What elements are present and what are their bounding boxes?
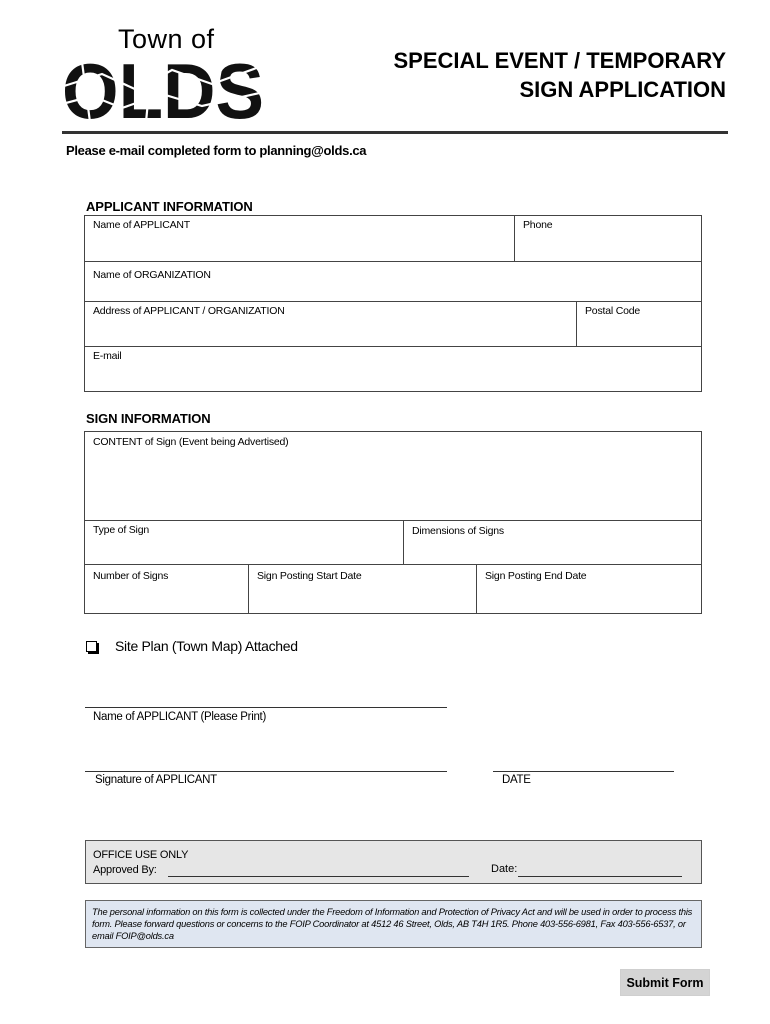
name-print-label: Name of APPLICANT (Please Print) bbox=[93, 711, 266, 723]
applicant-name-label: Name of APPLICANT bbox=[93, 219, 190, 231]
sign-content-label: CONTENT of Sign (Event being Advertised) bbox=[93, 436, 289, 448]
organization-label: Name of ORGANIZATION bbox=[93, 269, 211, 281]
form-title bbox=[394, 46, 727, 104]
signature-line[interactable] bbox=[85, 771, 447, 772]
olds-logo-text: OLDS bbox=[62, 56, 264, 124]
postal-code-label: Postal Code bbox=[585, 305, 641, 317]
signature-label: Signature of APPLICANT bbox=[95, 774, 217, 786]
phone-label: Phone bbox=[523, 219, 553, 231]
divider bbox=[84, 301, 702, 302]
email-label: E-mail bbox=[93, 350, 122, 362]
email-instructions: Please e-mail completed form to planning@olds.ca bbox=[66, 143, 367, 158]
posting-end-date-field[interactable] bbox=[477, 568, 701, 613]
divider bbox=[84, 261, 702, 262]
sign-dimensions-label: Dimensions of Signs bbox=[412, 525, 504, 537]
approved-by-label: Approved By: bbox=[93, 864, 157, 876]
form-title-line2: SIGN APPLICATION bbox=[519, 77, 726, 102]
date-line[interactable] bbox=[493, 771, 674, 772]
olds-logo bbox=[62, 56, 264, 124]
approved-by-line[interactable] bbox=[168, 876, 469, 877]
office-date-line[interactable] bbox=[518, 876, 682, 877]
number-of-signs-field[interactable] bbox=[85, 568, 248, 613]
sign-content-field[interactable] bbox=[85, 434, 701, 520]
divider bbox=[84, 346, 702, 347]
site-plan-row bbox=[86, 638, 298, 654]
sign-section-heading: SIGN INFORMATION bbox=[86, 411, 211, 426]
sign-type-label: Type of Sign bbox=[93, 524, 149, 536]
applicant-section-heading: APPLICANT INFORMATION bbox=[86, 199, 253, 214]
divider bbox=[84, 520, 702, 521]
applicant-name-field[interactable] bbox=[85, 217, 514, 261]
logo-town-of: Town of bbox=[118, 24, 215, 54]
submit-form-button[interactable]: Submit Form bbox=[620, 969, 710, 996]
name-print-line[interactable] bbox=[85, 707, 447, 708]
site-plan-checkbox[interactable] bbox=[86, 641, 97, 652]
office-use-text bbox=[93, 848, 188, 878]
form-title-line1: SPECIAL EVENT / TEMPORARY bbox=[393, 48, 726, 73]
sign-dimensions-field[interactable] bbox=[404, 523, 701, 564]
postal-code-field[interactable] bbox=[577, 303, 701, 346]
foip-notice: The personal information on this form is collected under the Freedom of Information and Protection of Privacy Act and will be used in order to process this form. Please forward questions or concerns to the FOIP Coordinator at 4512 46 Street, Olds, AB T4H 1R5. Phone 403-556-6981, Fax 403-556-6537, or email FOIP@olds.ca bbox=[92, 907, 693, 941]
phone-field[interactable] bbox=[515, 217, 701, 261]
header-divider bbox=[62, 131, 728, 134]
address-label: Address of APPLICANT / ORGANIZATION bbox=[93, 305, 285, 317]
office-use-heading: OFFICE USE ONLY bbox=[93, 849, 189, 861]
posting-start-date-label: Sign Posting Start Date bbox=[257, 570, 362, 582]
address-field[interactable] bbox=[85, 303, 576, 346]
date-label: DATE bbox=[502, 774, 531, 786]
divider bbox=[84, 564, 702, 565]
office-date-label: Date: bbox=[491, 863, 518, 875]
posting-end-date-label: Sign Posting End Date bbox=[485, 570, 587, 582]
sign-type-field[interactable] bbox=[85, 522, 403, 564]
email-field[interactable] bbox=[85, 348, 701, 391]
posting-start-date-field[interactable] bbox=[249, 568, 476, 613]
number-of-signs-label: Number of Signs bbox=[93, 570, 169, 582]
organization-field[interactable] bbox=[85, 267, 701, 301]
site-plan-label: Site Plan (Town Map) Attached bbox=[115, 638, 298, 654]
